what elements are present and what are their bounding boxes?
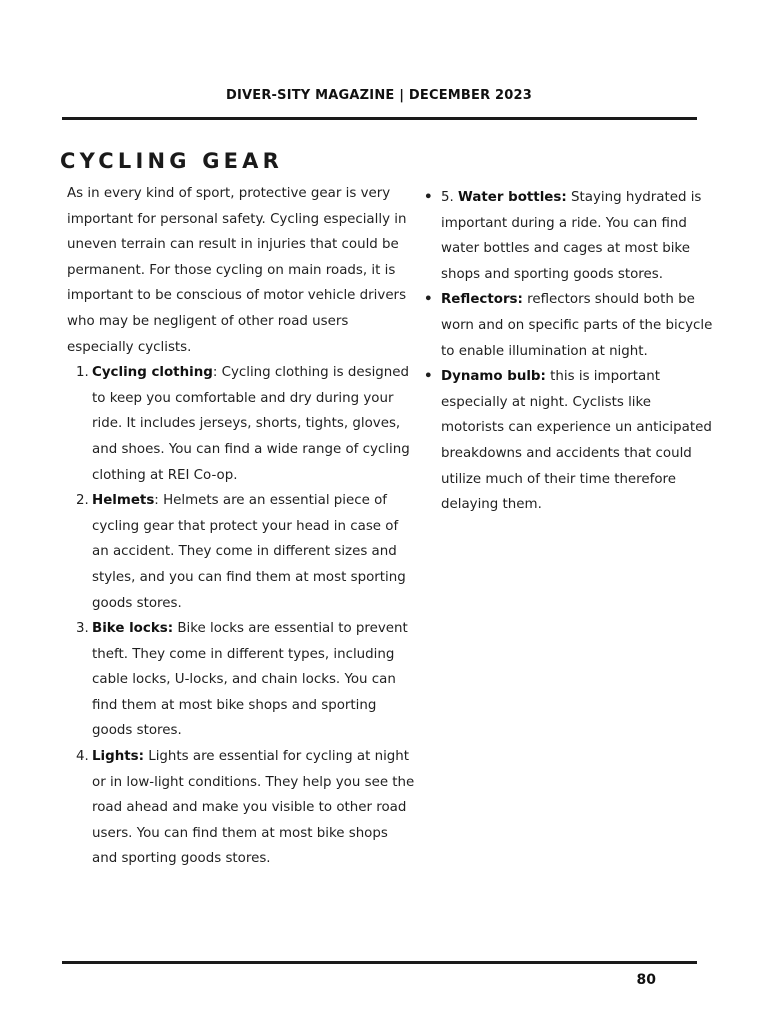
list-item [420, 287, 716, 364]
left-column [67, 181, 415, 872]
item-text: Helmets are an essential piece of cycling gear that protect your head in case of an accident. They come in different sizes and styles, and you can find them at most sporting goods stores. [92, 493, 406, 611]
page-number: 80 [636, 972, 656, 988]
item-text: Cycling clothing is designed to keep you comfortable and dry during your ride. It includes jerseys, shorts, tights, gloves, and shoes. You can find a wide range of cycling clothing at REI Co-op. [92, 365, 410, 483]
item-term: Helmets [92, 493, 155, 509]
bullet-icon: • [424, 292, 433, 308]
item-number: 2. [76, 493, 89, 509]
list-item [67, 744, 415, 872]
item-term: Lights: [92, 749, 144, 765]
bullet-list [420, 185, 716, 518]
numbered-list [67, 360, 415, 872]
item-term: Dynamo bulb: [441, 369, 546, 385]
section-heading: CYCLING GEAR [60, 149, 284, 173]
bullet-icon: • [424, 369, 433, 385]
item-text: reflectors should both be worn and on specific parts of the bicycle to enable illumination at night. [441, 292, 713, 359]
item-number: 1. [76, 365, 89, 381]
item-prefix: 5. [441, 190, 459, 205]
item-text: Lights are essential for cycling at night or in low-light conditions. They help you see the road ahead and make you visible to other road users. You can find them at most bike shops and sporting goods stores. [92, 749, 415, 867]
footer-divider [62, 961, 697, 964]
item-term: Cycling clothing [92, 365, 213, 381]
bullet-icon: • [424, 190, 433, 205]
item-term: Reflectors: [441, 292, 523, 308]
item-separator: : [212, 365, 222, 381]
item-text: Bike locks are essential to prevent theft. They come in different types, including cable locks, U-locks, and chain locks. You can find them at most bike shops and sporting goods stores. [92, 621, 408, 739]
intro-paragraph: As in every kind of sport, protective gear is very important for personal safety. Cycling especially in uneven terrain can result in injuries that could be permanent. For those cycling on main roads, it is important to be conscious of motor vehicle drivers who may be negligent of other road users especially cyclists. [67, 186, 407, 355]
item-text: Staying hydrated is important during a ride. You can find water bottles and cages at most bike shops and sporting goods stores. [441, 190, 702, 282]
item-separator: : [154, 493, 164, 509]
list-item [67, 360, 415, 488]
item-text: this is important especially at night. Cyclists like motorists can experience un anticipated breakdowns and accidents that could utilize much of their time therefore delaying them. [441, 369, 712, 513]
list-item [420, 185, 716, 287]
magazine-header-title: DIVER-SITY MAGAZINE | DECEMBER 2023 [225, 88, 533, 103]
list-item [67, 488, 415, 616]
item-term: Bike locks: [92, 621, 174, 637]
list-item [420, 364, 716, 518]
list-item [67, 616, 415, 744]
item-number: 4. [76, 749, 89, 765]
header-divider [62, 117, 697, 120]
right-column [420, 185, 716, 518]
item-term: Water bottles: [458, 190, 567, 205]
item-number: 3. [76, 621, 89, 637]
